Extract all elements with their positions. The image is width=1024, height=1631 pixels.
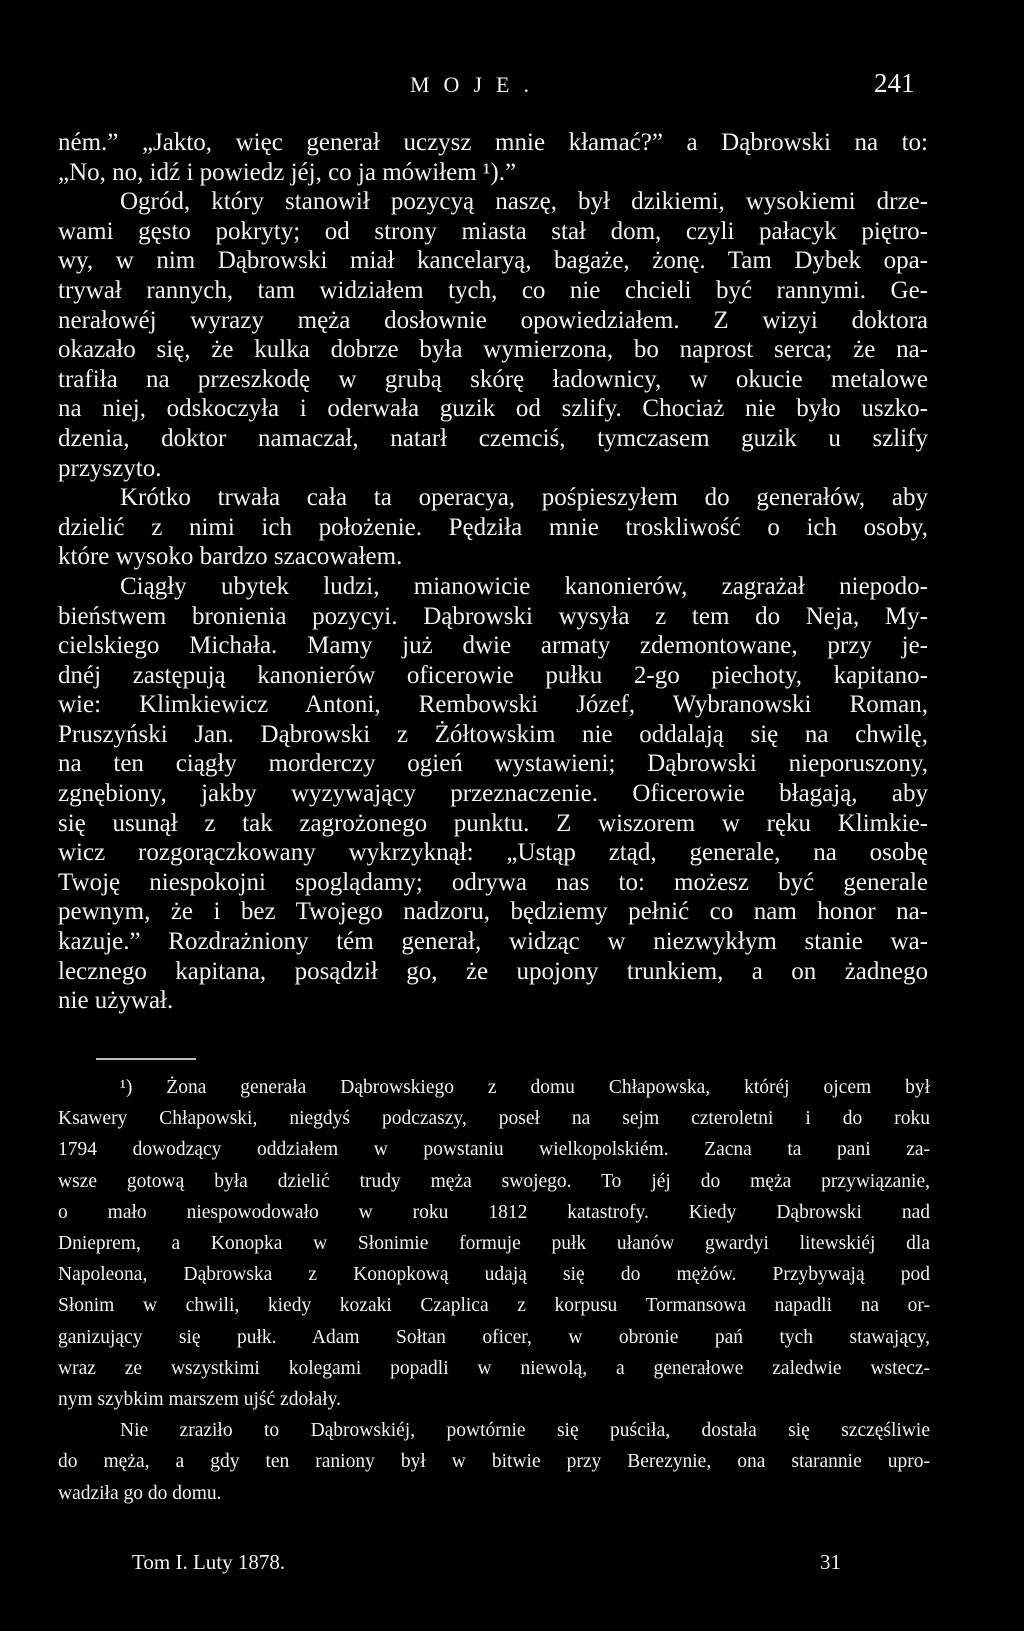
body-line: Krótko trwała cała ta operacya, pośpieszyłem do generałów, aby <box>120 484 928 512</box>
footnote-line: Napoleona, Dąbrowska z Konopkową udają się do mężów. Przybywają pod <box>58 1264 930 1286</box>
body-line: okazało się, że kulka dobrze była wymierzona, bo naprost serca; że na- <box>58 336 928 364</box>
footnote-line: ¹) Żona generała Dąbrowskiego z domu Chłapowska, któréj ojcem był <box>120 1077 930 1098</box>
body-line: które wysoko bardzo szacowałem. <box>58 543 403 571</box>
page-number: 241 <box>874 68 915 98</box>
body-line: na niej, odskoczyła i oderwała guzik od szlify. Chociaż nie było uszko- <box>58 395 928 423</box>
body-line: wami gęsto pokryty; od strony miasta stał dom, czyli pałacyk piętro- <box>58 217 928 245</box>
footnote-line: do męża, a gdy ten raniony był w bitwie przy Berezynie, ona starannie upro- <box>58 1451 930 1473</box>
footnote-line: ganizujący się pułk. Adam Sołtan oficer, w obronie pań tych stawający, <box>58 1326 930 1348</box>
body-line: zgnębiony, jakby wyzywający przeznaczenie. Oficerowie błagają, aby <box>58 780 928 808</box>
body-line: się usunął z tak zagrożonego punktu. Z wiszorem w ręku Klimkie- <box>58 809 928 837</box>
body-line: nie używał. <box>58 987 174 1015</box>
volume-signature: Tom I. Luty 1878. <box>132 1550 286 1574</box>
footnote-line: Słonim w chwili, kiedy kozaki Czaplica z korpusu Tormansowa napadli na or- <box>58 1295 930 1317</box>
body-line: Twoję niespokojni spoglądamy; odrywa nas to: możesz być generale <box>58 868 928 896</box>
footnote-line: Ksawery Chłapowski, niegdyś podczaszy, poseł na sejm czteroletni i do roku <box>58 1108 930 1130</box>
body-line: wy, w nim Dąbrowski miał kancelaryą, bagaże, żonę. Tam Dybek opa- <box>58 247 928 275</box>
footnote-separator <box>96 1058 196 1060</box>
body-line: dzielić z nimi ich położenie. Pędziła mnie troskliwość o ich osoby, <box>58 513 928 541</box>
body-line: „No, no, idź i powiedz jéj, co ja mówiłem ¹).” <box>58 158 517 186</box>
body-line: dzenia, doktor namaczał, natarł czemciś, tymczasem guzik u szlify <box>58 424 928 452</box>
footnote-line: Nie zraziło to Dąbrowskiéj, powtórnie się puściła, dostała się szczęśliwie <box>120 1420 930 1442</box>
body-line: Ciągły ubytek ludzi, mianowicie kanonierów, zagrażał niepodo- <box>120 572 928 600</box>
body-line: trywał rannych, tam widziałem tych, co nie chcieli być rannymi. Ge- <box>58 276 928 304</box>
sheet-number: 31 <box>820 1550 841 1574</box>
body-line: wie: Klimkiewicz Antoni, Rembowski Józef, Wybranowski Roman, <box>58 691 928 719</box>
body-line: Ogród, który stanowił pozycyą naszę, był dzikiemi, wysokiemi drze- <box>120 188 928 216</box>
body-line: ném.” „Jakto, więc generał uczysz mnie kłamać?” a Dąbrowski na to: <box>58 129 928 156</box>
body-line: nerałowéj wyrazy męża dosłownie opowiedziałem. Z wizyi doktora <box>58 306 928 334</box>
body-line: na ten ciągły morderczy ogień wystawieni; Dąbrowski nieporuszony, <box>58 750 928 778</box>
body-line: kazuje.” Rozdrażniony tém generał, widząc w niezwykłym stanie wa- <box>58 928 928 956</box>
footnote-line: wraz ze wszystkimi kolegami popadli w niewolą, a generałowe zaledwie wstecz- <box>58 1357 930 1379</box>
body-line: wicz rozgorączkowany wykrzyknął: „Ustąp ztąd, generale, na osobę <box>58 839 928 867</box>
body-line: dnéj zastępują kanonierów oficerowie pułku 2-go piechoty, kapitano- <box>58 661 928 689</box>
footnote-line: wsze gotową była dzielić trudy męża swojego. To jéj do męża przywiązanie, <box>58 1170 930 1192</box>
running-title: MOJE. <box>410 72 543 97</box>
page-footer <box>0 1550 1024 1580</box>
footnote-line: 1794 dowodzący oddziałem w powstaniu wielkopolskiém. Zacna ta pani za- <box>58 1139 930 1161</box>
footnote-line: Dnieprem, a Konopka w Słonimie formuje pułk ułanów gwardyi litewskiéj dla <box>58 1233 930 1255</box>
body-line: bieństwem bronienia pozycyi. Dąbrowski wysyła z tem do Neja, My- <box>58 602 928 630</box>
footnote-line: o mało niespowodowało w roku 1812 katastrofy. Kiedy Dąbrowski nad <box>58 1201 930 1223</box>
body-line: przyszyto. <box>58 454 162 482</box>
body-line: pewnym, że i bez Twojego nadzoru, będziemy pełnić co nam honor na- <box>58 898 928 926</box>
body-line: cielskiego Michała. Mamy już dwie armaty zdemontowane, przy je- <box>58 632 928 660</box>
footnote-line: nym szybkim marszem ujść zdołały. <box>58 1389 342 1411</box>
page-header <box>0 68 1024 106</box>
body-line: trafiła na przeszkodę w grubą skórę ładownicy, w okucie metalowe <box>58 365 928 393</box>
body-line: Pruszyński Jan. Dąbrowski z Żółtowskim nie oddalają się na chwilę, <box>58 720 928 748</box>
footnotes <box>58 1072 930 1509</box>
body-line: lecznego kapitana, posądził go, że upojony trunkiem, a on żadnego <box>58 957 928 985</box>
body-text <box>58 128 928 1016</box>
footnote-line: wadziła go do domu. <box>58 1482 222 1504</box>
